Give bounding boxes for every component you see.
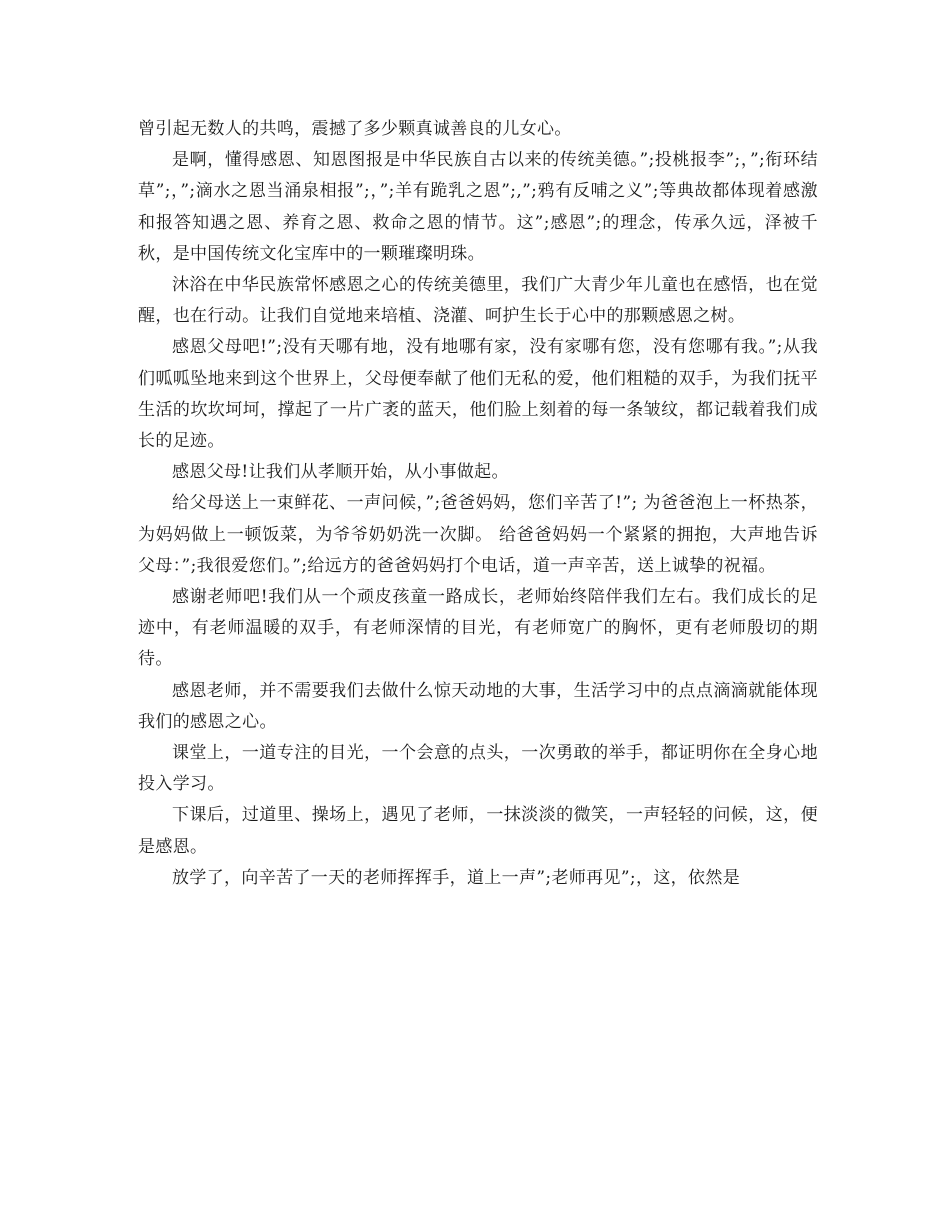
paragraph-9: 课堂上，一道专注的目光，一个会意的点头，一次勇敢的举手，都证明你在全身心地投入学习。 — [138, 743, 818, 795]
paragraph-5: 感恩父母!让我们从孝顺开始，从小事做起。 — [172, 462, 509, 483]
paragraph-8: 感恩老师，并不需要我们去做什么惊天动地的大事，生活学习中的点点滴滴就能体现我们的感恩之心。 — [138, 680, 818, 732]
paragraph-2: 是啊，懂得感恩、知恩图报是中华民族自古以来的传统美德。”;投桃报李”;，”;衔环结草”;，”;滴水之恩当涌泉相报”;，”;羊有跪乳之恩”;,”;鸦有反哺之义”;等典故都体现着感激和报答知遇之恩、养育之恩、救命之恩的情节。这”;感恩”;的理念，传承久远，泽被千秋，是中国传统文化宝库中的一颗璀璨明珠。 — [138, 150, 818, 264]
paragraph-3: 沐浴在中华民族常怀感恩之心的传统美德里，我们广大青少年儿童也在感悟，也在觉醒，也在行动。让我们自觉地来培植、浇灌、呵护生长于心中的那颗感恩之树。 — [138, 275, 818, 327]
paragraph-10: 下课后，过道里、操场上，遇见了老师，一抹淡淡的微笑，一声轻轻的问候，这，便是感恩。 — [138, 805, 818, 857]
paragraph-7: 感谢老师吧!我们从一个顽皮孩童一路成长，老师始终陪伴我们左右。我们成长的足迹中，有老师温暖的双手，有老师深情的目光，有老师宽广的胸怀，更有老师殷切的期待。 — [138, 587, 818, 670]
paragraph-11: 放学了，向辛苦了一天的老师挥挥手，道上一声”;老师再见”;，这，依然是 — [172, 867, 741, 888]
document-body — [138, 114, 818, 894]
paragraph-1: 曾引起无数人的共鸣，震撼了多少颗真诚善良的儿女心。 — [138, 119, 572, 139]
paragraph-4: 感恩父母吧!”;没有天哪有地，没有地哪有家，没有家哪有您，没有您哪有我。”;从我们呱呱坠地来到这个世界上，父母便奉献了他们无私的爱，他们粗糙的双手，为我们抚平生活的坎坎坷坷，撑起了一片广袤的蓝天，他们脸上刻着的每一条皱纹，都记载着我们成长的足迹。 — [138, 337, 818, 452]
paragraph-6: 给父母送上一束鲜花、一声问候，”;爸爸妈妈，您们辛苦了!”; 为爸爸泡上一杯热茶，为妈妈做上一顿饭菜，为爷爷奶奶洗一次脚。 给爸爸妈妈一个紧紧的拥抱，大声地告诉父母：”;我很爱您们。”;给远方的爸爸妈妈打个电话，道一声辛苦，送上诚挚的祝福。 — [138, 493, 818, 576]
